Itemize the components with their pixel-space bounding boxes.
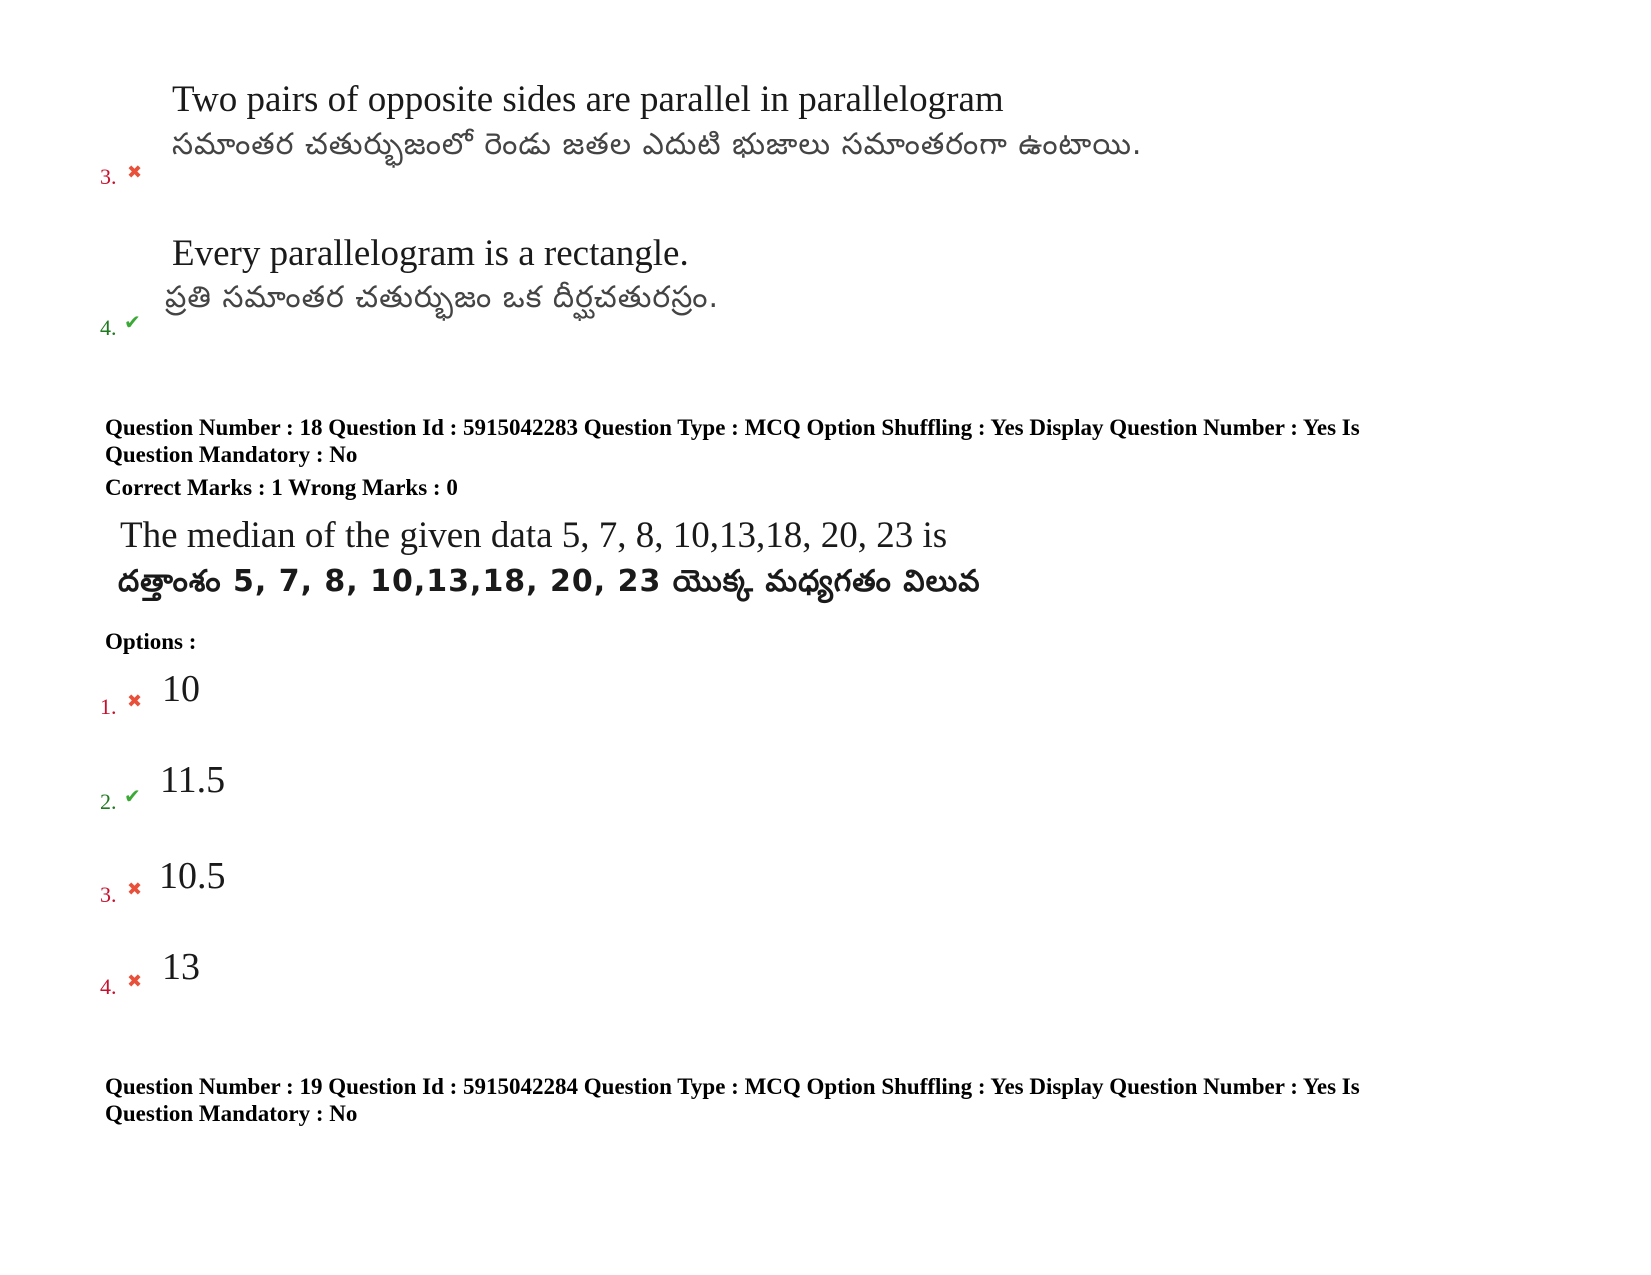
cross-icon: ✖	[127, 691, 143, 712]
option-number: 3.	[100, 164, 117, 189]
cross-icon: ✖	[127, 162, 143, 183]
question-english-text: The median of the given data 5, 7, 8, 10,13,18, 20, 23 is	[120, 515, 948, 556]
option-value: 11.5	[160, 759, 226, 801]
option-number: 4.	[100, 315, 117, 340]
option-number: 4.	[100, 974, 117, 999]
option-number: 1.	[100, 694, 117, 719]
question-meta-line: Question Mandatory : No	[105, 442, 358, 467]
question-marks: Correct Marks : 1 Wrong Marks : 0	[105, 475, 458, 500]
cross-icon: ✖	[127, 879, 143, 900]
option-value: 10.5	[159, 855, 226, 897]
question-meta-line: Question Number : 18 Question Id : 5915042283 Question Type : MCQ Option Shuffling : Yes Display Question Number : Yes Is	[105, 415, 1360, 440]
cross-icon: ✖	[127, 971, 143, 992]
option-number: 2.	[100, 789, 117, 814]
question-meta-line: Question Mandatory : No	[105, 1101, 358, 1126]
check-icon: ✔	[124, 784, 141, 808]
option-value: 13	[162, 946, 200, 988]
option-english-text: Two pairs of opposite sides are parallel in parallelogram	[172, 79, 1004, 120]
question-meta-line: Question Number : 19 Question Id : 5915042284 Question Type : MCQ Option Shuffling : Yes Display Question Number : Yes Is	[105, 1074, 1360, 1099]
check-icon: ✔	[124, 310, 141, 334]
option-number: 3.	[100, 882, 117, 907]
option-telugu-text: సమాంతర చతుర్భుజంలో రెండు జతల ఎదుటి భుజాలు సమాంతరంగా ఉంటాయి.	[172, 127, 1143, 162]
option-telugu-text: ప్రతి సమాంతర చతుర్భుజం ఒక దీర్ఘచతురస్రం.	[165, 280, 720, 315]
question-telugu-text: దత్తాంశం 5, 7, 8, 10,13,18, 20, 23 యొక్క మధ్యగతం విలువ	[118, 564, 981, 599]
options-label: Options :	[105, 629, 197, 654]
option-english-text: Every parallelogram is a rectangle.	[172, 233, 689, 274]
option-value: 10	[162, 668, 200, 710]
